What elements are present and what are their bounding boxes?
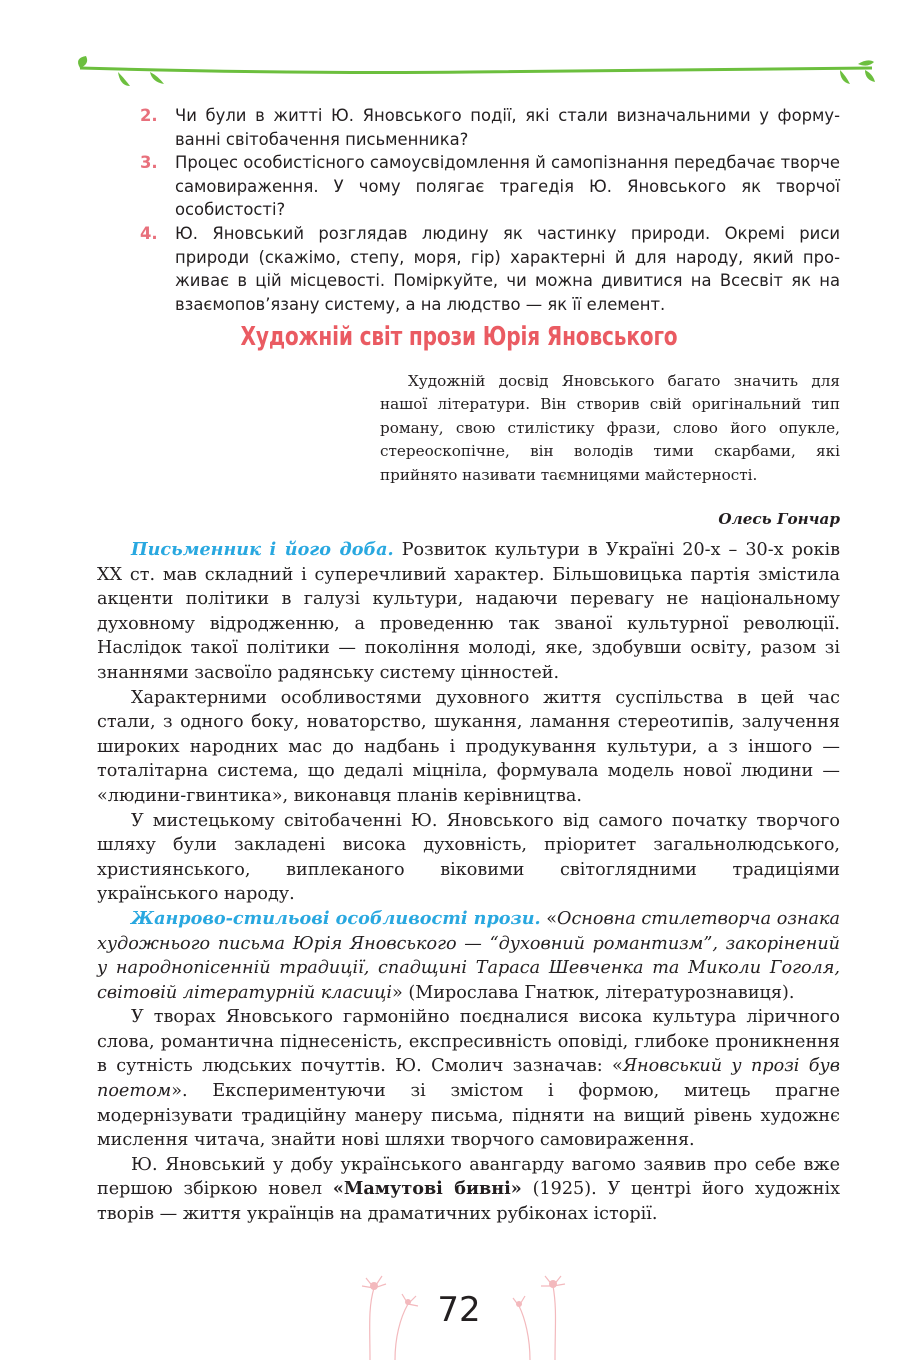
paragraph-text: » (Мирослава Гнатюк, літературознавиця).: [392, 982, 795, 1003]
paragraph: [97, 538, 840, 686]
paragraph: [97, 907, 840, 1005]
book-title: «Мамутові бивні»: [332, 1178, 522, 1200]
decorative-vine-border: [0, 0, 918, 100]
paragraph: [97, 1153, 840, 1227]
page-number: 72: [437, 1290, 481, 1330]
quote-mark: «: [540, 908, 558, 929]
question-number: 2.: [140, 106, 158, 125]
paragraph-text: ». Експериментуючи зі змістом і формою, митець прагне модернізувати традиційну манеру письма, підняти на вищий рівень художнє мислення читача, знайти нові шляхи творчого самовираження.: [97, 1081, 840, 1151]
paragraph-text: У творах Яновського гармонійно поєдналися висока культура ліричного слова, романтична піднесеність, експресивність оповіді, глибоке проникнення в сутність людських почуттів. Ю. Смолич зазначав: «: [97, 1007, 840, 1077]
question-item: [140, 151, 840, 222]
question-number: 4.: [140, 223, 158, 243]
section-title: Художній світ прози Юрія Яновського: [240, 322, 678, 352]
paragraph-text: Розвиток культури в Україні 20-х – 30-х років XX ст. мав складний і суперечливий характер. Більшовицька партія змістила акценти політики в галузі культури, надаючи перевагу не національному духовному відродженню, а проведенню так званої культурної революції. Наслідок такої політики — покоління молоді, яке, здобувши освіту, разом зі знаннями засвоїло радянську систему цінностей.: [97, 540, 840, 683]
question-text: Ю. Яновський розглядав людину як частинку природи. Окремі риси природи (скажімо, степу, моря, гір) характерні й для народу, який проживає в цій місцевості. Поміркуйте, чи можна дивитися на Всесвіт як на взаємопов’язану систему, а на людство — як її елемент.: [175, 223, 840, 314]
quote-text: Основна стилетворча ознака художнього письма Юрія Яновського — “духовний романтизм”, закорінений у народнопісенній традиції, спадщині Тараса Шевченка та Миколи Гоголя, світовій літературній класиці: [97, 908, 840, 1003]
main-text: [97, 538, 840, 1227]
paragraph-text: Ю. Яновський у добу українського авангарду вагомо заявив про себе вже першою збіркою новел: [97, 1154, 840, 1200]
paragraph: [97, 1005, 840, 1153]
epigraph-text: Художній досвід Яновського багато значить для нашої літератури. Він створив свій оригінальний тип роману, свою стилістику фрази, слово його опукле, стереоскопічне, він володів тими скарбами, які прийнято називати таємницями майстерності.: [380, 372, 840, 484]
question-item: [140, 104, 840, 151]
subheading-genre-style: Жанрово-стильові особливості прози.: [131, 907, 541, 929]
epigraph-author: Олесь Гончар: [718, 510, 840, 528]
question-item: [140, 222, 840, 316]
question-text: Чи були в житті Ю. Яновського події, які стали визначальними у формуванні світобачення письменника?: [175, 106, 840, 149]
paragraph: У мистецькому світобаченні Ю. Яновського від самого початку творчого шляху були закладені висока духовність, пріоритет загальнолюдського, християнського, виплеканого віковими світоглядними традиціями українського народу.: [97, 810, 840, 905]
quote-text: Яновський у прозі був поетом: [97, 1056, 840, 1102]
subheading-writer-and-era: Письменник і його доба.: [131, 539, 394, 560]
question-text: Процес особистісного самоусвідомлення й самопізнання передбачає творче самовираження. У чому полягає трагедія Ю. Яновського як творчої особистості?: [175, 153, 840, 220]
paragraph-text: (1925). У центрі його художніх творів — життя українців на драматичних рубіконах історії.: [97, 1179, 841, 1225]
review-questions: [140, 104, 840, 316]
question-number: 3.: [140, 153, 158, 173]
paragraph: Характерними особливостями духовного життя суспільства в цей час стали, з одного боку, новаторство, шукання, ламання стереотипів, залучення широких народних мас до надбань і продукування культури, а з іншого — тоталітарна система, що дедалі міцніла, формувала модель нової людини — «людини-гвинтика», виконавця планів керівництва.: [97, 687, 840, 806]
